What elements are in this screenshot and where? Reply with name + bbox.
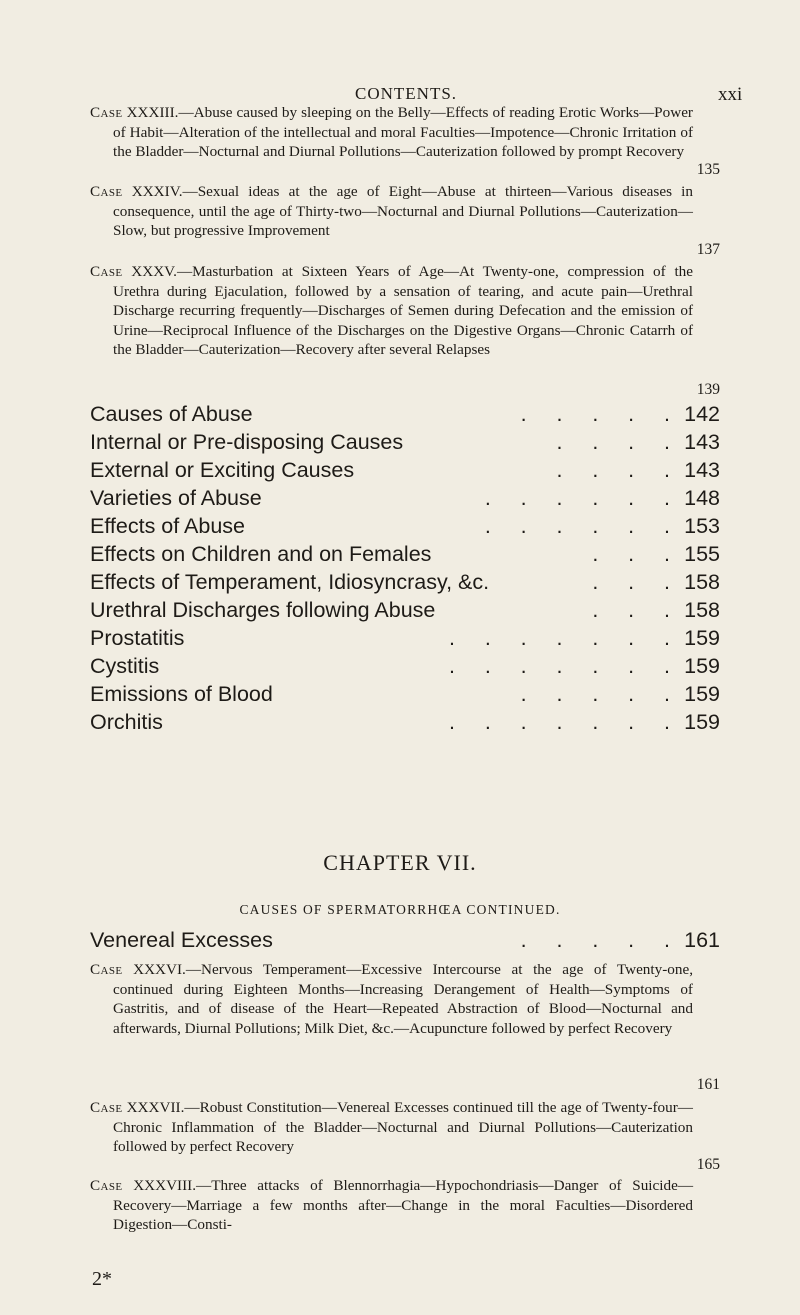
signature-mark: 2* <box>92 1268 112 1290</box>
toc-entry: . . . Effects of Temperament, Idiosyncrasy, &c. 158 <box>90 570 720 594</box>
toc-entry: . . . . . . . Prostatitis 159 <box>90 626 720 650</box>
toc-entry: . . . . External or Exciting Causes 143 <box>90 458 720 482</box>
case-page: 161 <box>696 1076 720 1093</box>
toc-entry: . . . . . . . Orchitis 159 <box>90 710 720 734</box>
case-entry: Case XXXVII.—Robust Constitution—Venereal Excesses continued till the age of Twenty-four—Chronic Inflammation of the Bladder—Nocturnal and Diurnal Pollutions—Cauterization followed by perfect Recovery <box>90 1099 693 1156</box>
case-page: 165 <box>696 1156 720 1173</box>
toc-entry: . . . . . . Effects of Abuse 153 <box>90 514 720 538</box>
toc-entry: . . . . . Emissions of Blood 159 <box>90 682 720 706</box>
toc-entry: . . . . . Venereal Excesses 161 <box>90 928 720 952</box>
case-entry: Case XXXIV.—Sexual ideas at the age of Eight—Abuse at thirteen—Various diseases in consequence, until the age of Thirty-two—Nocturnal and Diurnal Pollutions—Cauterization—Slow, but progressive Improvement <box>90 183 693 240</box>
case-entry: Case XXXVIII.—Three attacks of Blennorrhagia—Hypochondriasis—Danger of Suicide—Recovery—Marriage a few months after—Change in the moral Faculties—Disordered Digestion—Consti- <box>90 1177 694 1234</box>
toc-entry: . . . . . . . Cystitis 159 <box>90 654 720 678</box>
toc-entry: . . . Urethral Discharges following Abuse 158 <box>90 598 720 622</box>
page-number: xxi <box>718 84 743 105</box>
case-entry: Case XXXVI.—Nervous Temperament—Excessive Intercourse at the age of Twenty-one, continued during Eighteen Months—Increasing Derangement of Health—Symptoms of Gastritis, and of disease of the Heart—Repeated Abstraction of Blood—Nocturnal and afterwards, Diurnal Pollutions; Milk Diet, &c.—Acupuncture followed by perfect Recovery <box>90 961 694 1037</box>
case-entry: Case XXXV.—Masturbation at Sixteen Years of Age—At Twenty-one, compression of the Urethra during Ejaculation, followed by a sensation of tearing, and acute pain—Urethral Discharge recurring frequently—Discharges of Semen during Defecation and the emission of Urine—Reciprocal Influence of the Discharges on the Digestive Organs—Chronic Catarrh of the Bladder—Cauterization—Recovery after several Relapses <box>90 263 694 359</box>
case-page: 137 <box>696 241 720 258</box>
case-page: 139 <box>696 381 720 398</box>
toc-entry: . . . . . Causes of Abuse 142 <box>90 402 720 426</box>
chapter-title: CHAPTER VII. <box>323 850 477 875</box>
page-title: CONTENTS. <box>355 84 458 103</box>
toc-entry: . . . . Internal or Pre-disposing Causes 143 <box>90 430 720 454</box>
case-page: 135 <box>696 161 720 178</box>
toc-entry: . . . . . . Varieties of Abuse 148 <box>90 486 720 510</box>
case-entry: Case XXXIII.—Abuse caused by sleeping on the Belly—Effects of reading Erotic Works—Power of Habit—Alteration of the intellectual and moral Faculties—Impotence—Chronic Irritation of the Bladder—Nocturnal and Diurnal Pollutions—Cauterization followed by prompt Recovery <box>90 104 693 161</box>
chapter-subtitle: CAUSES OF SPERMATORRHŒA CONTINUED. <box>239 902 561 917</box>
toc-entry: . . . Effects on Children and on Females 155 <box>90 542 720 566</box>
